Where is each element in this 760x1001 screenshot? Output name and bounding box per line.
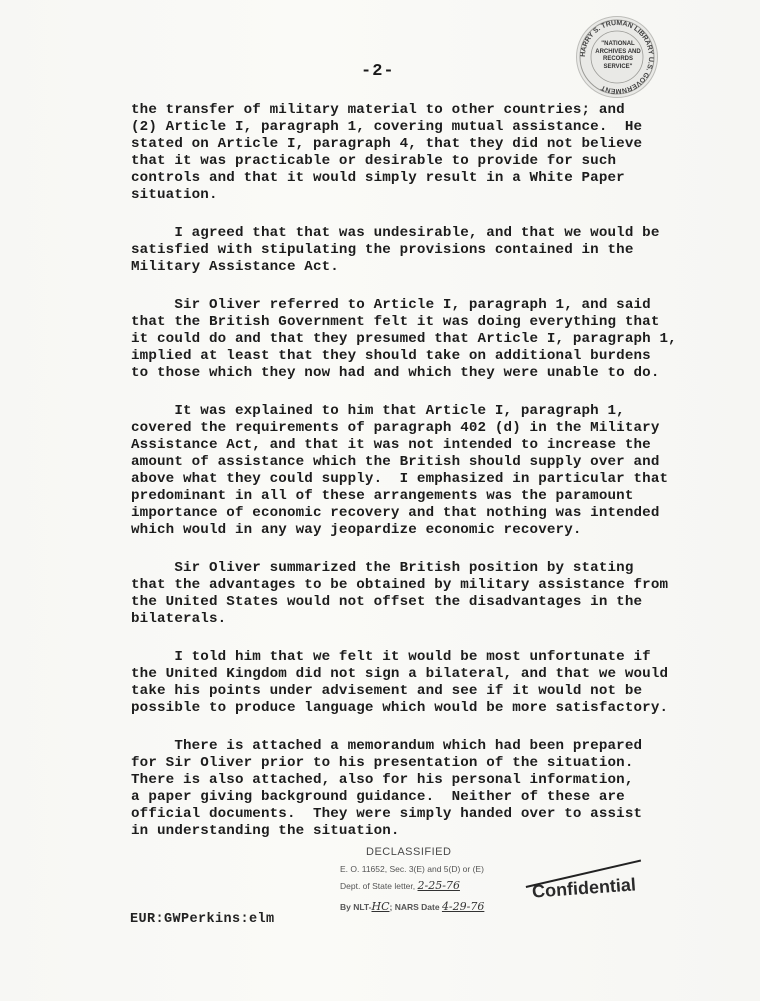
archive-stamp-ring-text: HARRY S. TRUMAN LIBRARY U.S. GOVERNMENT <box>579 19 655 95</box>
memo-line: Sir Oliver summarized the British position by stating <box>131 560 634 576</box>
memo-line: the United Kingdom did not sign a bilateral, and that we would <box>131 666 669 682</box>
memo-paragraph <box>131 225 743 276</box>
memo-line: It was explained to him that Article I, paragraph 1, <box>131 403 625 419</box>
declassified-by-label: By NLT- <box>340 902 372 912</box>
memo-line: There is attached a memorandum which had been prepared <box>131 738 643 754</box>
memo-paragraph <box>131 738 743 840</box>
memo-line: controls and that it would simply result in a White Paper <box>131 170 625 186</box>
memo-line: which would in any way jeopardize economic recovery. <box>131 522 582 538</box>
memo-line: to those which they now had and which they were unable to do. <box>131 365 660 381</box>
memo-line: possible to produce language which would be more satisfactory. <box>131 700 669 716</box>
memo-line: Military Assistance Act. <box>131 259 339 275</box>
declassified-title: DECLASSIFIED <box>366 846 452 858</box>
memo-paragraph <box>131 102 743 204</box>
declassified-by-line <box>340 900 516 913</box>
memo-paragraph <box>131 649 743 717</box>
archive-stamp-line: "NATIONAL <box>601 41 635 47</box>
memo-paragraph <box>131 297 743 382</box>
memo-paragraph <box>131 560 743 628</box>
memo-line: that it was practicable or desirable to provide for such <box>131 153 617 169</box>
memo-line: it could do and that they presumed that Article I, paragraph 1, <box>131 331 677 347</box>
memo-line: stated on Article I, paragraph 4, that they did not believe <box>131 136 643 152</box>
memo-line: amount of assistance which the British should supply over and <box>131 454 660 470</box>
memo-line: the transfer of military material to other countries; and <box>131 102 625 118</box>
memo-line: I told him that we felt it would be most unfortunate if <box>131 649 651 665</box>
memo-line: Sir Oliver referred to Article I, paragraph 1, and said <box>131 297 651 313</box>
memo-line: a paper giving background guidance. Neither of these are <box>131 789 625 805</box>
declassified-letter-label: Dept. of State letter, <box>340 881 416 891</box>
page-number: -2- <box>361 62 395 81</box>
memo-line: the United States would not offset the disadvantages in the <box>131 594 643 610</box>
memo-line: There is also attached, also for his personal information, <box>131 772 634 788</box>
author-initials: EUR:GWPerkins:elm <box>130 912 275 927</box>
archive-stamp-line: RECORDS <box>602 56 633 62</box>
memo-line: official documents. They were simply handed over to assist <box>131 806 643 822</box>
memo-line: covered the requirements of paragraph 402 (d) in the Military <box>131 420 660 436</box>
classification-marking <box>531 874 636 902</box>
memo-line: that the British Government felt it was doing everything that <box>131 314 660 330</box>
archive-stamp <box>576 16 658 98</box>
memo-line: in understanding the situation. <box>131 823 400 839</box>
memo-line: above what they could supply. I emphasized in particular that <box>131 471 669 487</box>
memo-line: I agreed that that was undesirable, and that we would be <box>131 225 660 241</box>
memo-line: implied at least that they should take on additional burdens <box>131 348 651 364</box>
declassified-authority: E. O. 11652, Sec. 3(E) and 5(D) or (E) <box>340 864 484 874</box>
memo-line: bilaterals. <box>131 611 227 627</box>
memo-paragraph <box>131 403 743 539</box>
archive-stamp-line: SERVICE" <box>603 63 633 70</box>
memo-line: satisfied with stipulating the provisions contained in the <box>131 242 634 258</box>
archive-stamp-line: ARCHIVES AND <box>595 48 641 55</box>
declassified-by-initials: HC <box>371 900 390 913</box>
declassified-letter-date: 2-25-76 <box>417 879 460 892</box>
memo-line: that the advantages to be obtained by military assistance from <box>131 577 669 593</box>
memo-line: (2) Article I, paragraph 1, covering mutual assistance. He <box>131 119 643 135</box>
declassified-stamp <box>326 846 516 913</box>
memo-line: Assistance Act, and that it was not intended to increase the <box>131 437 651 453</box>
declassified-letter <box>340 879 516 892</box>
memo-line: for Sir Oliver prior to his presentation of the situation. <box>131 755 634 771</box>
declassified-nars-label: ; NARS Date <box>389 902 440 912</box>
memo-body <box>131 102 743 861</box>
memo-line: situation. <box>131 187 218 203</box>
memo-line: importance of economic recovery and that nothing was intended <box>131 505 660 521</box>
memo-line: take his points under advisement and see if it would not be <box>131 683 643 699</box>
archive-stamp-center <box>593 41 643 71</box>
declassified-nars-date: 4-29-76 <box>441 900 485 913</box>
classification-text: Confidential <box>531 874 637 902</box>
memo-line: predominant in all of these arrangements was the paramount <box>131 488 634 504</box>
